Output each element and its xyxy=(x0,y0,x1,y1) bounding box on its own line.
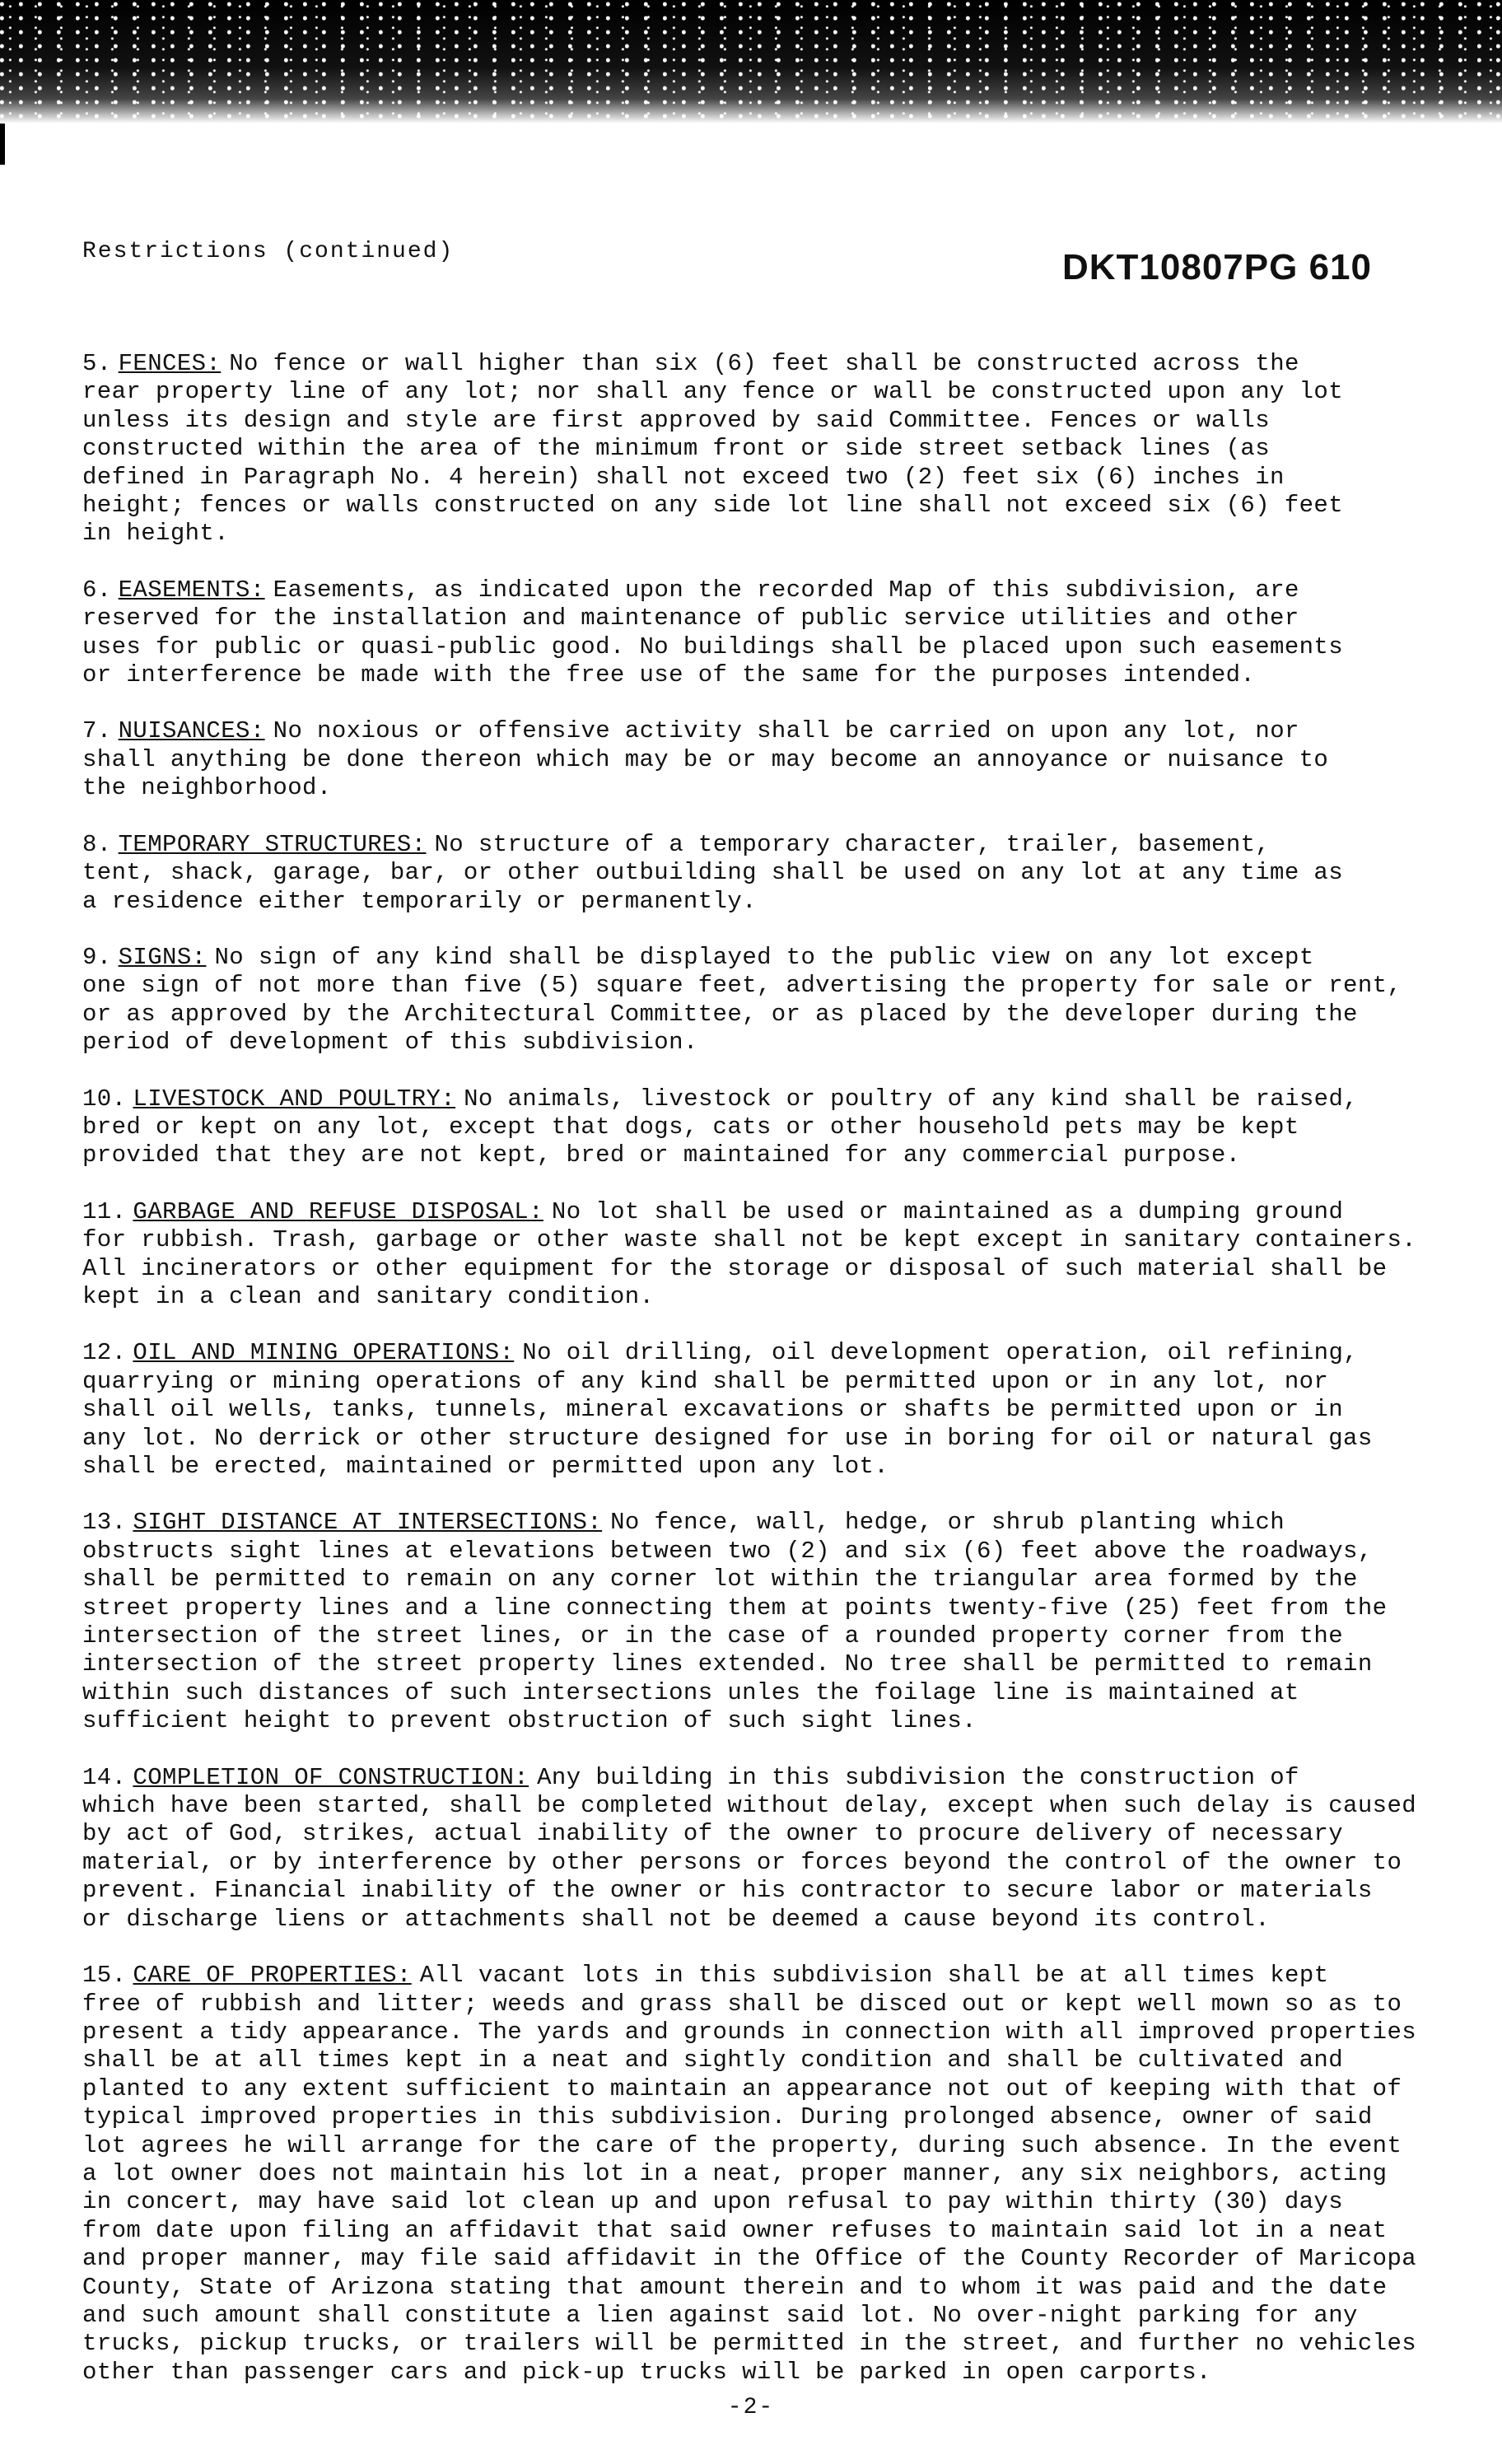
clause-text: No noxious or offensive activity shall be carried on upon any lot, nor shall anything be done thereon which may be or may become an annoyance or nuisance to the neighborhood. xyxy=(82,717,1329,802)
restrictions-body xyxy=(82,350,1482,2415)
clause-text: Any building in this subdivision the construction of which have been started, shall be completed without delay, except when such delay is caused by act of God, strikes, actual inability of the owner to procure delivery of necessary material, or by interference by other persons or forces beyond the control of the owner to prevent. Financial inability of the owner or his contractor to secure labor or materials or discharge liens or attachments shall not be deemed a cause beyond its control. xyxy=(82,1763,1417,1933)
clause-oil-mining xyxy=(82,1339,1482,1481)
clause-text: Easements, as indicated upon the recorded Map of this subdivision, are reserved for the installation and maintenance of public service utilities and other uses for public or quasi-public good. No buildings shall be placed upon such easements or interference be made with the free use of the same for the purposes intended. xyxy=(82,576,1344,689)
clause-title: LIVESTOCK AND POULTRY: xyxy=(133,1085,456,1113)
clause-title: COMPLETION OF CONSTRUCTION: xyxy=(133,1763,529,1791)
clause-number: 6. xyxy=(82,576,112,604)
clause-title: SIGNS: xyxy=(118,943,207,971)
page-number: -2- xyxy=(727,2395,775,2420)
clause-number: 13. xyxy=(82,1509,127,1537)
clause-number: 15. xyxy=(82,1962,127,1990)
scan-edge-mark xyxy=(0,124,5,165)
clause-text: No fence or wall higher than six (6) feet shall be constructed across the rear property line of any lot; nor shall any fence or wall be constructed upon any lot unless its design and style are first approved by said Committee. Fences or walls constructed within the area of the minimum front or side street setback lines (as defined in Paragraph No. 4 herein) shall not exceed two (2) feet six (6) inches in height; fences or walls constructed on any side lot line shall not exceed six (6) feet in height. xyxy=(82,350,1344,548)
clause-title: GARBAGE AND REFUSE DISPOSAL: xyxy=(133,1197,543,1225)
clause-text: No lot shall be used or maintained as a dumping ground for rubbish. Trash, garbage or other waste shall not be kept except in sanitary containers. All incinerators or other equipment for the storage or disposal of such material shall be kept in a clean and sanitary condition. xyxy=(82,1197,1417,1310)
clause-text: No animals, livestock or poultry of any kind shall be raised, bred or kept on any lot, except that dogs, cats or other household pets may be kept provided that they are not kept, bred or maintained for any commercial purpose. xyxy=(82,1085,1359,1169)
scan-noise-band xyxy=(0,0,1502,124)
clause-number: 12. xyxy=(82,1339,127,1367)
clause-number: 11. xyxy=(82,1197,127,1225)
clause-title: NUISANCES: xyxy=(118,717,265,745)
clause-care-of-properties xyxy=(82,1962,1482,2387)
clause-livestock xyxy=(82,1085,1482,1170)
clause-garbage xyxy=(82,1198,1482,1312)
clause-title: SIGHT DISTANCE AT INTERSECTIONS: xyxy=(133,1509,603,1537)
clause-title: TEMPORARY STRUCTURES: xyxy=(118,830,427,858)
clause-nuisances xyxy=(82,717,1482,802)
section-header: Restrictions (continued) xyxy=(82,239,455,264)
clause-fences xyxy=(82,350,1482,548)
clause-text: No structure of a temporary character, trailer, basement, tent, shack, garage, bar, or other outbuilding shall be used on any lot at any time as a residence either temporarily or permanently. xyxy=(82,830,1344,915)
clause-text: All vacant lots in this subdivision shall be at all times kept free of rubbish and litter; weeds and grass shall be disced out or kept well mown so as to present a tidy appearance. The yards and grounds in connection with all improved properties shall be at all times kept in a neat and sightly condition and shall be cultivated and planted to any extent sufficient to maintain an appearance not out of keeping with that of typical improved properties in this subdivision. During prolonged absence, owner of said lot agrees he will arrange for the care of the property, during such absence. In the event a lot owner does not maintain his lot in a neat, proper manner, any six neighbors, acting in concert, may have said lot clean up and upon refusal to pay within thirty (30) days from date upon filing an affidavit that said owner refuses to maintain said lot in a neat and proper manner, may file said affidavit in the Office of the County Recorder of Maricopa County, State of Arizona stating that amount therein and to whom it was paid and the date and such amount shall constitute a lien against said lot. No over-night parking for any trucks, pickup trucks, or trailers will be permitted in the street, and further no vehicles other than passenger cars and pick-up trucks will be parked in open carports. xyxy=(82,1962,1417,2386)
clause-number: 7. xyxy=(82,717,112,745)
docket-stamp: DKT10807PG 610 xyxy=(1062,247,1372,287)
clause-easements xyxy=(82,576,1482,690)
clause-completion xyxy=(82,1764,1482,1934)
clause-number: 10. xyxy=(82,1085,127,1113)
clause-text: No oil drilling, oil development operation, oil refining, quarrying or mining operations of any kind shall be permitted upon or in any lot, nor shall oil wells, tanks, tunnels, mineral excavations or shafts be permitted upon or in any lot. No derrick or other structure designed for use in boring for oil or natural gas shall be erected, maintained or permitted upon any lot. xyxy=(82,1339,1373,1480)
clause-text: No sign of any kind shall be displayed to the public view on any lot except one sign of not more than five (5) square feet, advertising the property for sale or rent, or as approved by the Architectural Committee, or as placed by the developer during the period of development of this subdivision. xyxy=(82,943,1402,1057)
clause-number: 8. xyxy=(82,830,112,858)
clause-title: EASEMENTS: xyxy=(118,576,265,604)
clause-sight-distance xyxy=(82,1509,1482,1735)
clause-title: FENCES: xyxy=(118,350,222,377)
clause-text: No fence, wall, hedge, or shrub planting which obstructs sight lines at elevations between two (2) and six (6) feet above the roadways, shall be permitted to remain on any corner lot within the triangular area formed by the street property lines and a line connecting them at points twenty-five (25) feet from the intersection of the street lines, or in the case of a rounded property corner from the intersection of the street property lines extended. No tree shall be permitted to remain within such distances of such intersections unles the foilage line is maintained at sufficient height to prevent obstruction of such sight lines. xyxy=(82,1509,1388,1735)
clause-number: 5. xyxy=(82,350,112,377)
clause-signs xyxy=(82,944,1482,1057)
clause-temporary-structures xyxy=(82,831,1482,916)
clause-title: CARE OF PROPERTIES: xyxy=(133,1962,412,1990)
clause-number: 9. xyxy=(82,943,112,971)
clause-title: OIL AND MINING OPERATIONS: xyxy=(133,1339,515,1367)
clause-number: 14. xyxy=(82,1763,127,1791)
